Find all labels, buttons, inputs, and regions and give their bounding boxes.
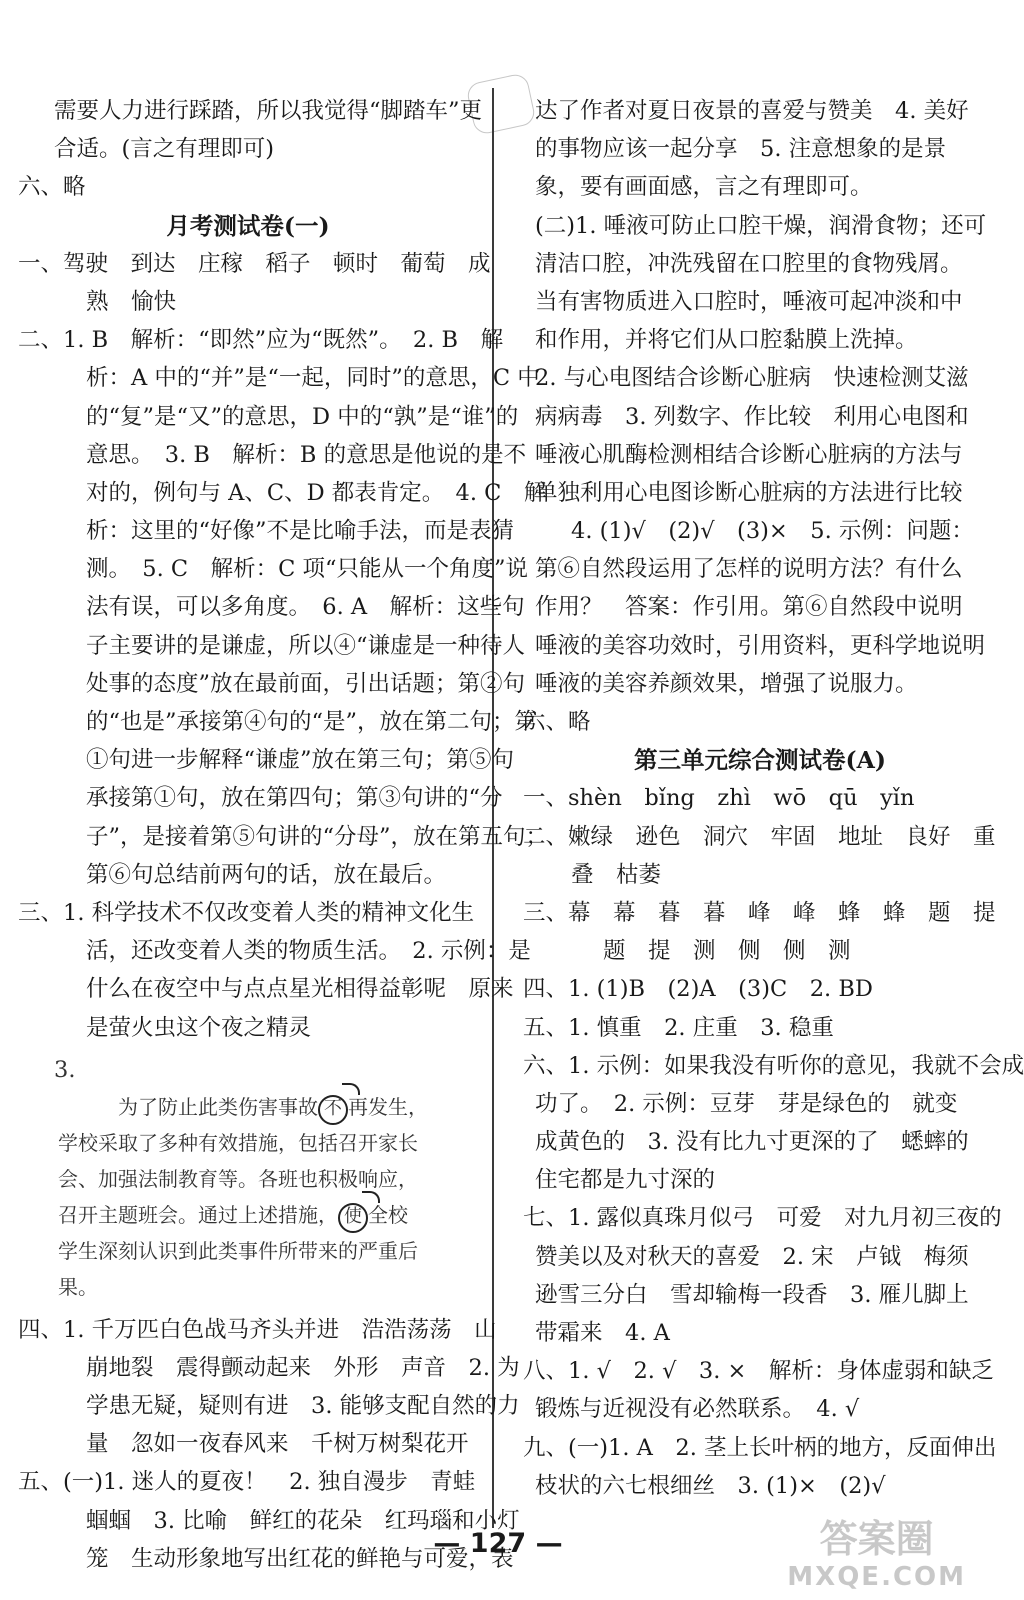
text-line: 第⑥句总结前两句的话，放在最后。 xyxy=(86,861,447,888)
text-line: 叠 枯萎 xyxy=(571,861,662,888)
excerpt-text: 召开主题班会。通过上述措施， xyxy=(58,1202,338,1227)
text-line: 法有误，可以多角度。 6. A 解析：这些句 xyxy=(86,594,525,621)
text-line: 处事的态度”放在最前面，引出话题；第②句 xyxy=(86,670,526,697)
text-line: 一、shèn bǐng zhì wō qū yǐn xyxy=(523,785,915,812)
text-line: 的“复”是“又”的意思，D 中的“孰”是“谁”的 xyxy=(86,403,519,430)
excerpt-line xyxy=(58,1233,458,1269)
text-line: 单独利用心电图诊断心脏病的方法进行比较 xyxy=(535,479,963,506)
excerpt-line xyxy=(58,1089,458,1125)
text-line: 带霜来 4. A xyxy=(535,1320,670,1346)
text-line: 八、1. √ 2. √ 3. × 解析：身体虚弱和缺乏 xyxy=(523,1358,994,1385)
proofread-circle-mark: 不 xyxy=(318,1095,348,1125)
text-line: 四、1. (1)B (2)A (3)C 2. BD xyxy=(523,976,873,1003)
proofread-excerpt xyxy=(54,1051,458,1305)
text-line: 需要人力进行踩踏，所以我觉得“脚踏车”更 xyxy=(54,98,483,124)
text-line: 逊雪三分白 雪却输梅一段香 3. 雁儿脚上 xyxy=(535,1281,969,1308)
text-line: 清洁口腔，冲洗残留在口腔里的食物残屑。 xyxy=(535,250,963,277)
text-line: 锻炼与近视没有必然联系。 4. √ xyxy=(535,1396,860,1423)
excerpt-line xyxy=(58,1197,458,1233)
text-line: 达了作者对夏日夜景的喜爱与赞美 4. 美好 xyxy=(535,98,969,124)
text-line: 五、(一)1. 迷人的夏夜！ 2. 独自漫步 青蛙 xyxy=(18,1469,476,1496)
excerpt-label: 3. xyxy=(54,1056,76,1083)
excerpt-text: 再发生， xyxy=(348,1094,428,1119)
text-line: 蝈蝈 3. 比喻 鲜红的花朵 红玛瑙和小灯 xyxy=(86,1507,520,1534)
text-line: 子主要讲的是谦虚，所以④“谦虚是一种待人 xyxy=(86,632,526,659)
text-line: 六、略 xyxy=(18,174,86,201)
text-line: 四、1. 千万匹白色战马齐头并进 浩浩荡荡 山 xyxy=(18,1316,497,1343)
text-line: 笼 生动形象地写出红花的鲜艳与可爱，表 xyxy=(86,1545,514,1572)
text-line: 二、嫩绿 逊色 洞穴 牢固 地址 良好 重 xyxy=(523,823,996,850)
excerpt-text: 学校采取了多种有效措施，包括召开家长 xyxy=(58,1130,418,1155)
text-line: 是萤火虫这个夜之精灵 xyxy=(86,1014,312,1041)
excerpt-text: 为了防止此类伤害事故 xyxy=(118,1094,318,1119)
text-line: 五、1. 慎重 2. 庄重 3. 稳重 xyxy=(523,1014,834,1041)
excerpt-text: 学生深刻认识到此类事件所带来的严重后 xyxy=(58,1238,418,1263)
text-line: 当有害物质进入口腔时，唾液可起冲淡和中 xyxy=(535,288,963,315)
text-line: 4. (1)√ (2)√ (3)× 5. 示例：问题： xyxy=(571,518,974,545)
text-line: 测。 5. C 解析：C 项“只能从一个角度”说 xyxy=(86,556,528,583)
text-line: 的“也是”承接第④句的“是”，放在第二句；第 xyxy=(86,709,538,735)
text-line: 唾液心肌酶检测相结合诊断心脏病的方法与 xyxy=(535,441,963,468)
text-line: 承接第①句，放在第四句；第③句讲的“分 xyxy=(86,785,503,812)
text-line: 七、1. 露似真珠月似弓 可爱 对九月初三夜的 xyxy=(523,1205,1002,1232)
text-line: 成黄色的 3. 没有比九寸更深的了 蟋蟀的 xyxy=(535,1129,969,1156)
text-line: 枝状的六七根细丝 3. (1)× (2)√ xyxy=(535,1472,886,1499)
text-line: 熟 愉快 xyxy=(86,288,177,315)
text-line: 作用？ 答案：作引用。第⑥自然段中说明 xyxy=(535,594,963,621)
text-line: 2. 与心电图结合诊断心脏病 快速检测艾滋 xyxy=(535,365,969,392)
page-number: — 127 — xyxy=(433,1528,563,1559)
text-line: 三、幕 幕 暮 暮 峰 峰 蜂 蜂 题 提 xyxy=(523,899,996,926)
left-lines xyxy=(18,92,549,1047)
text-line: ①句进一步解释“谦虚”放在第三句；第⑤句 xyxy=(86,747,515,774)
text-line: 九、(一)1. A 2. 茎上长叶柄的地方，反面伸出 xyxy=(523,1434,997,1461)
text-line: 什么在夜空中与点点星光相得益彰呢 原来 xyxy=(86,976,514,1003)
text-line: 象，要有画面感，言之有理即可。 xyxy=(535,174,873,201)
text-line: (二)1. 唾液可防止口腔干燥，润滑食物；还可 xyxy=(535,212,987,239)
excerpt-line xyxy=(58,1125,458,1161)
text-line: 子”，是接着第⑤句讲的“分母”，放在第五句； xyxy=(86,823,549,850)
proofread-circle-mark: 使 xyxy=(338,1203,368,1233)
text-line: 一、驾驶 到达 庄稼 稻子 顿时 葡萄 成 xyxy=(18,250,491,277)
text-line: 二、1. B 解析：“即然”应为“既然”。 2. B 解 xyxy=(18,327,504,354)
text-line: 析：A 中的“并”是“一起，同时”的意思，C 中 xyxy=(86,365,540,392)
text-line: 析：这里的“好像”不是比喻手法，而是表猜 xyxy=(86,518,515,545)
text-line: 住宅都是九寸深的 xyxy=(535,1167,716,1194)
right-lines xyxy=(523,92,1024,1505)
excerpt-text: 全校 xyxy=(368,1202,408,1227)
text-line: 唾液的美容养颜效果，增强了说服力。 xyxy=(535,670,918,697)
excerpt-text: 会、加强法制教育等。各班也积极响应， xyxy=(58,1166,418,1191)
text-line: 六、略 xyxy=(523,709,591,735)
text-line: 题 提 测 侧 侧 测 xyxy=(603,938,851,965)
text-line: 对的，例句与 A、C、D 都表肯定。 4. C 解 xyxy=(86,479,547,506)
text-line: 合适。(言之有理即可) xyxy=(54,136,275,163)
text-line: 赞美以及对秋天的喜爱 2. 宋 卢钺 梅须 xyxy=(535,1243,969,1270)
site-watermark xyxy=(787,1517,966,1596)
text-line: 崩地裂 震得颤动起来 外形 声音 2. 为 xyxy=(86,1354,520,1381)
excerpt-lines xyxy=(58,1089,458,1305)
text-line: 的事物应该一起分享 5. 注意想象的是景 xyxy=(535,136,947,163)
text-line: 第⑥自然段运用了怎样的说明方法？有什么 xyxy=(535,556,963,583)
text-line: 学患无疑，疑则有进 3. 能够支配自然的力 xyxy=(86,1393,520,1420)
text-line: 六、1. 示例：如果我没有听你的意见，我就不会成 xyxy=(523,1052,1024,1079)
right-column xyxy=(523,92,1024,1505)
text-line: 和作用，并将它们从口腔黏膜上洗掉。 xyxy=(535,327,918,354)
text-line: 活，还改变着人类的物质生活。 2. 示例：是 xyxy=(86,938,531,965)
watermark-line2: MXQE.COM xyxy=(787,1562,966,1592)
excerpt-text: 果。 xyxy=(58,1274,98,1299)
text-line: 病病毒 3. 列数字、作比较 利用心电图和 xyxy=(535,403,969,430)
excerpt-line xyxy=(58,1269,458,1305)
section-heading: 第三单元综合测试卷(A) xyxy=(634,746,886,775)
watermark-line1: 答案圈 xyxy=(819,1517,934,1561)
excerpt-line xyxy=(58,1161,458,1197)
text-line: 三、1. 科学技术不仅改变着人类的精神文化生 xyxy=(18,899,475,926)
text-line: 量 忽如一夜春风来 千树万树梨花开 xyxy=(86,1431,469,1458)
text-line: 意思。 3. B 解析：B 的意思是他说的是不 xyxy=(86,441,527,468)
text-line: 功了。 2. 示例：豆芽 芽是绿色的 就变 xyxy=(535,1090,958,1117)
text-line: 唾液的美容功效时，引用资料，更科学地说明 xyxy=(535,632,986,659)
section-heading: 月考测试卷(一) xyxy=(166,211,330,240)
